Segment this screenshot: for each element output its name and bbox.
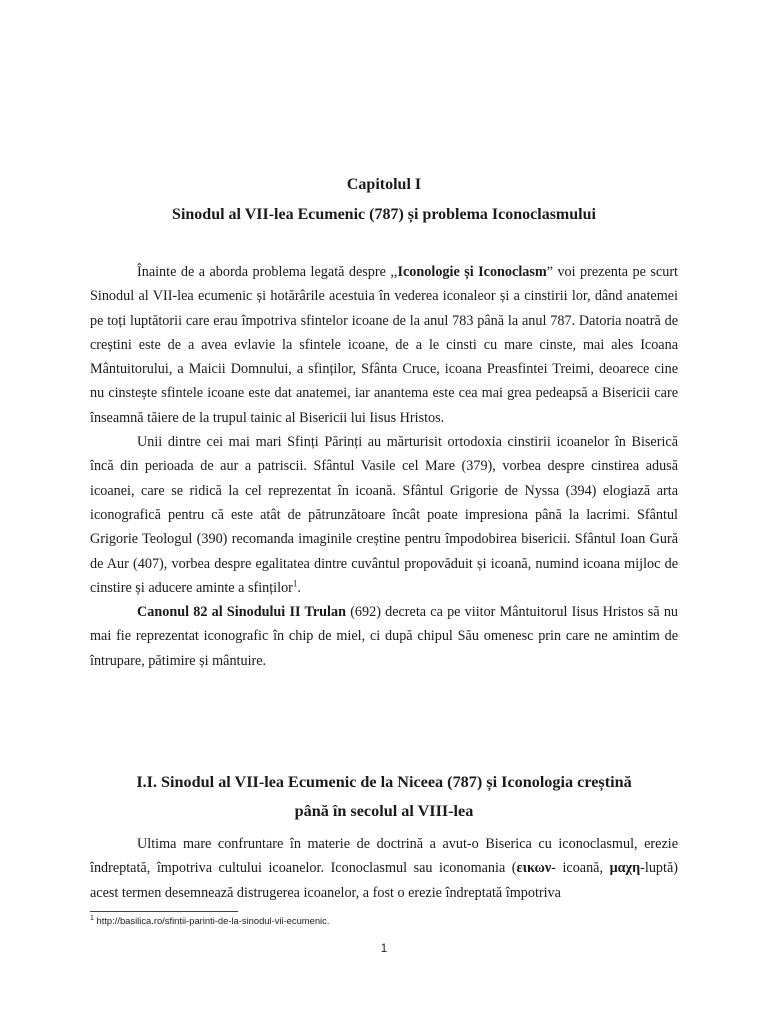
paragraph-text: Unii dintre cei mai mari Sfinți Părinți au mărturisit ortodoxia cinstirii icoanelor în Biserică încă din perioada de aur a patriscii. Sfântul Vasile cel Mare (379), vorbea despre cinstirea adusă icoanei, care se ridică la cel reprezentat în icoană. Sfântul Grigorie de Nyssa (394) elogiază arta iconografică pentru că este atât de pătrunzătoare încât poate impresiona până la lacrimi. Sfântul Grigorie Teologul (390) recomanda imaginile creștine pentru împodobirea bisericii. Sfântul Ioan Gură de Aur (407), vorbea despre egalitatea dintre cuvântul propovăduit și icoană, numind icoana mijloc de cinstire și aducere aminte a sfinților: [90, 434, 678, 596]
emphasis-canon: Canonul 82 al Sinodului II Trulan: [137, 604, 346, 621]
footnote-mark: 1: [90, 914, 94, 922]
paragraph-iconoclasm: [90, 832, 678, 905]
page-number: 1: [380, 943, 388, 955]
section-body: [90, 832, 678, 905]
paragraph-text: - icoană,: [551, 860, 610, 877]
chapter-subtitle: Sinodul al VII-lea Ecumenic (787) și problema Iconoclasmului: [172, 206, 596, 223]
emphasis-term: Iconologie și Iconoclasm: [397, 264, 547, 280]
paragraph-introduction: [90, 260, 678, 430]
section-heading: [90, 768, 678, 826]
chapter-title: Capitolul I: [346, 176, 422, 193]
footnote-link[interactable]: http://basilica.ro/sfintii-parinti-de-la-sinodul-vii-ecumenic.: [93, 915, 330, 926]
footnote-separator: [90, 911, 238, 912]
paragraph-text: ” voi prezenta pe scurt Sinodul al VII-lea ecumenic și hotărârile acestuia în vederea iconaleor și a cinstirii lor, dând anatemei pe toți luptătorii care erau împotriva sfintelor icoane de la anul 783 până la anul 787. Datoria noatră de creștini este de a avea evlavie la sfintele icoane, de a le cinsti cu mare cinste, mai ales Icoana Mântuitorului, a Maicii Domnului, a sfinților, Sfânta Cruce, icoana Preasfintei Treimi, deoarece cine nu cinstește sfintele icoane este dat anatemei, iar anantema este cea mai grea pedeapsă a Bisericii care înseamnă tăiere de la trupul tainic al Bisericii lui Iisus Hristos.: [90, 264, 678, 426]
paragraph-canon-82: [90, 600, 678, 673]
paragraph-holy-fathers: [90, 430, 678, 600]
paragraph-text: .: [297, 579, 301, 596]
paragraph-text: -luptă) acest termen desemnează distrugerea icoanelor, a fost o erezie îndreptată împotriva: [90, 860, 678, 901]
footnote: [90, 914, 690, 928]
greek-term: μαχη: [609, 860, 641, 877]
paragraph-text: (692) decreta ca pe viitor Mântuitorul Iisus Hristos să nu mai fie reprezentat iconografic în chip de miel, ci după chipul Său omenesc prin care ne amintim de întrupare, pătimire și mântuire.: [90, 604, 679, 669]
section-heading-line: I.I. Sinodul al VII-lea Ecumenic de la Niceea (787) și Iconologia creștină: [136, 773, 632, 791]
intro-body: [90, 260, 678, 673]
section-heading-line: până în secolul al VIII-lea: [294, 802, 474, 820]
footnote-reference[interactable]: 1: [292, 578, 298, 589]
greek-term: εικων: [516, 860, 552, 877]
paragraph-text: Înainte de a aborda problema legată despre ,,: [137, 264, 398, 280]
paragraph-text: Ultima mare confruntare în materie de doctrină a avut-o Biserica cu iconoclasmul, erezie îndreptată, împotriva cultului icoanelor. Iconoclasmul sau iconomania (: [90, 836, 678, 877]
